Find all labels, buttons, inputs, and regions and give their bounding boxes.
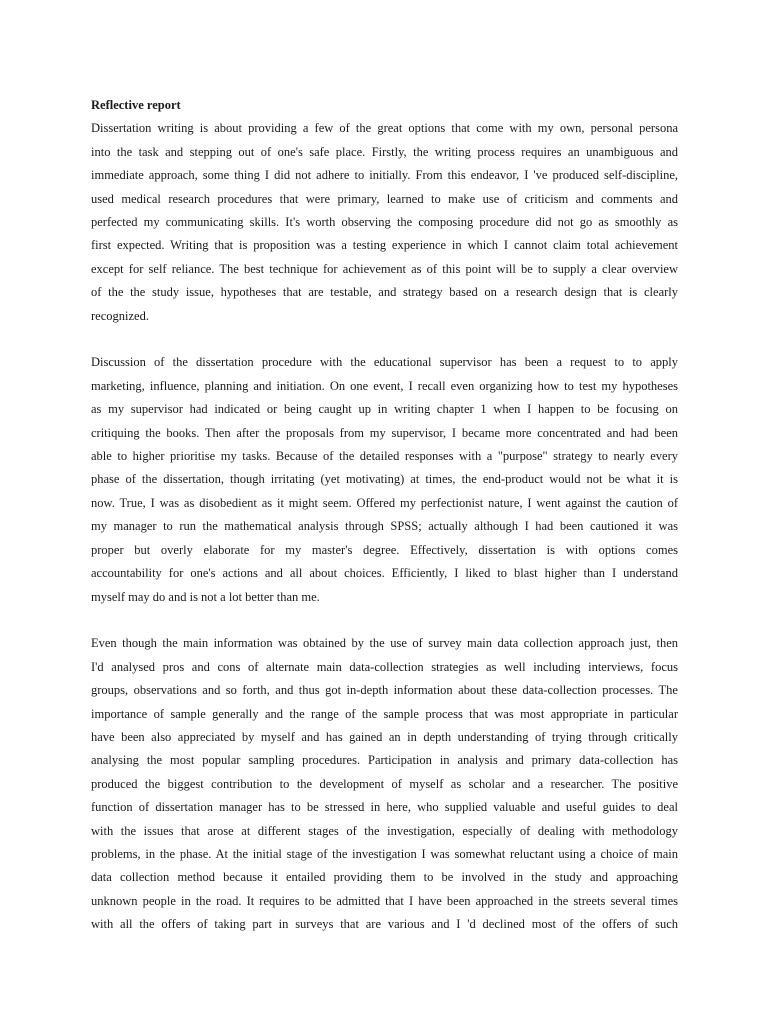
text-line: immediate approach, some thing I did not adhere to initially. From this endeavor, I 've produced self-discipline, — [91, 168, 678, 183]
text-line: into the task and stepping out of one's safe place. Firstly, the writing process requires an unambiguous and — [91, 144, 678, 159]
text-line: analysing the most popular sampling procedures. Participation in analysis and primary data-collection has — [91, 753, 678, 768]
text-line: problems, in the phase. At the initial stage of the investigation I was somewhat reluctant using a choice of main — [91, 846, 678, 861]
text-line: proper but overly elaborate for my master's degree. Effectively, dissertation is with options comes — [91, 542, 678, 557]
text-line: accountability for one's actions and all about choices. Efficiently, I liked to blast higher than I understand — [91, 566, 678, 581]
text-line: I'd analysed pros and cons of alternate main data-collection strategies as well including interviews, focus — [91, 659, 678, 674]
text-line: except for self reliance. The best technique for achievement as of this point will be to supply a clear overview — [91, 261, 678, 276]
text-line: unknown people in the road. It requires to be admitted that I have been approached in the streets several times — [91, 893, 678, 908]
text-line: now. True, I was as disobedient as it might seem. Offered my perfectionist nature, I went against the caution of — [91, 495, 678, 510]
text-line: recognized. — [91, 308, 149, 323]
paragraph-3 — [91, 632, 678, 936]
text-line: function of dissertation manager has to be stressed in here, who supplied valuable and useful guides to deal — [91, 800, 678, 815]
text-line: my manager to run the mathematical analysis through SPSS; actually although I had been cautioned it was — [91, 519, 678, 534]
text-line: critiquing the books. Then after the proposals from my supervisor, I became more concentrated and had been — [91, 425, 678, 440]
text-line: with all the offers of taking part in surveys that are various and I 'd declined most of the offers of such — [91, 917, 678, 932]
text-line: perfected my communicating skills. It's worth observing the composing procedure did not go as smoothly as — [91, 215, 678, 230]
text-line: Dissertation writing is about providing a few of the great options that come with my own, personal persona — [91, 121, 678, 136]
text-line: able to higher prioritise my tasks. Because of the detailed responses with a "purpose" strategy to nearly every — [91, 449, 678, 464]
text-line: with the issues that arose at different stages of the investigation, especially of dealing with methodology — [91, 823, 678, 838]
text-line: have been also appreciated by myself and has gained an in depth understanding of trying through critically — [91, 729, 678, 744]
text-line: myself may do and is not a lot better than me. — [91, 589, 320, 604]
paragraph-1 — [91, 117, 678, 328]
text-line: produced the biggest contribution to the development of myself as scholar and a researcher. The positive — [91, 776, 678, 791]
text-line: phase of the dissertation, though irritating (yet motivating) at times, the end-product would not be what it is — [91, 472, 678, 487]
text-line: of the the study issue, hypotheses that are testable, and strategy based on a research design that is clearly — [91, 285, 678, 300]
text-line: Even though the main information was obtained by the use of survey main data collection approach just, then — [91, 636, 678, 651]
text-line: marketing, influence, planning and initiation. On one event, I recall even organizing how to test my hypotheses — [91, 378, 678, 393]
paragraph-2 — [91, 351, 678, 608]
text-line: importance of sample generally and the range of the sample process that was most appropriate in particular — [91, 706, 678, 721]
text-line: groups, observations and so forth, and thus got in-depth information about these data-collection processes. The — [91, 683, 678, 698]
text-line: first expected. Writing that is proposition was a testing experience in which I cannot claim total achievement — [91, 238, 678, 253]
document-page — [91, 94, 678, 937]
text-line: as my supervisor had indicated or being caught up in writing chapter 1 when I happen to be focusing on — [91, 402, 678, 417]
text-line: data collection method because it entailed providing them to be involved in the study and approaching — [91, 870, 678, 885]
text-line: used medical research procedures that were primary, learned to make use of criticism and comments and — [91, 191, 678, 206]
text-line: Discussion of the dissertation procedure with the educational supervisor has been a request to to apply — [91, 355, 678, 370]
report-title: Reflective report — [91, 98, 181, 112]
